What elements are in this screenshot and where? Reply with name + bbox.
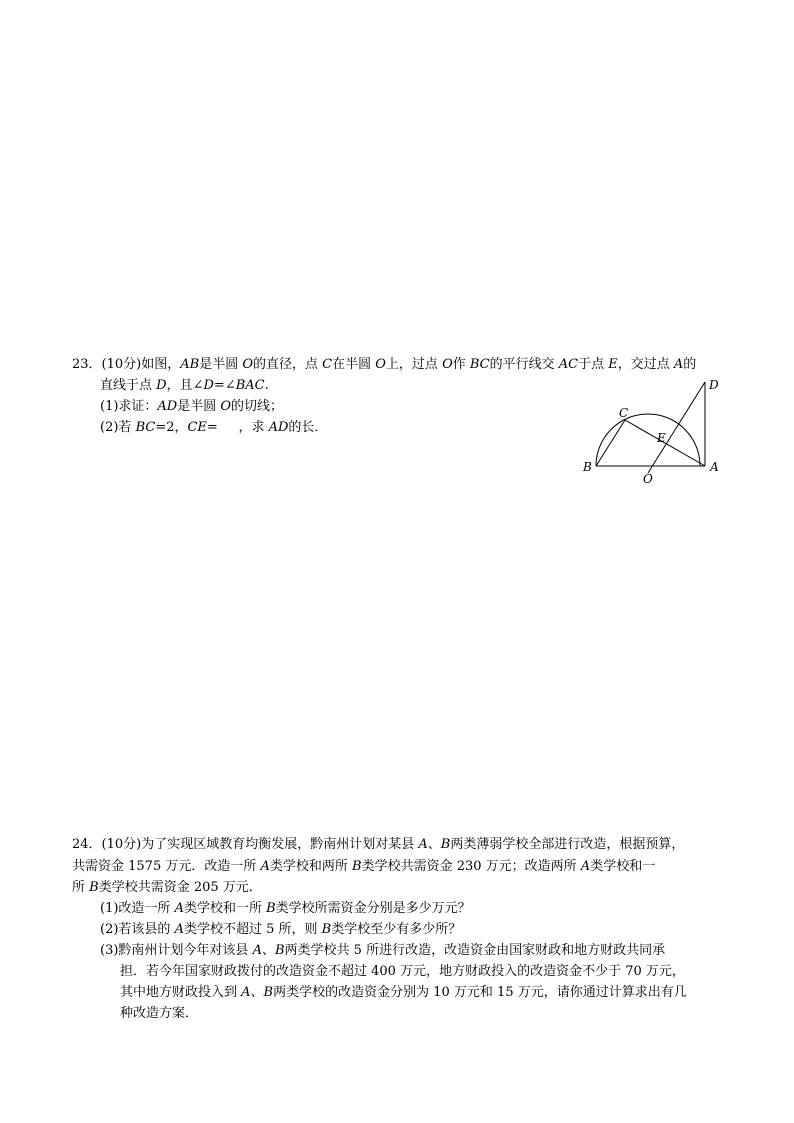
text: 直线于点 xyxy=(100,378,157,393)
var: O xyxy=(375,357,386,372)
text: =∠ xyxy=(213,378,236,393)
var: D xyxy=(203,378,214,393)
text: 作 xyxy=(452,357,470,372)
label-E: E xyxy=(657,431,666,445)
text: 是半圆 xyxy=(199,357,243,372)
q24-part-2 xyxy=(100,921,461,939)
text: ，交过点 xyxy=(617,357,674,372)
label-D: D xyxy=(709,378,719,392)
q23-line-2 xyxy=(100,377,269,395)
q24-line-2 xyxy=(72,858,655,876)
var: AD xyxy=(157,399,178,414)
text: 类学校和一所 xyxy=(183,901,267,916)
text: 类学校不超过 5 所，则 xyxy=(183,922,322,937)
text: (1)改造一所 xyxy=(100,901,175,916)
text: 、 xyxy=(250,985,264,1000)
var: B xyxy=(274,943,285,958)
q23-geometry-figure xyxy=(570,370,730,490)
q24-part-3-line-3 xyxy=(120,984,687,1002)
var: B xyxy=(440,837,451,852)
var: O xyxy=(242,357,254,372)
var: B xyxy=(263,985,274,1000)
q24-number: 24． xyxy=(72,837,102,852)
q23-part-2 xyxy=(100,419,327,437)
text: 、 xyxy=(261,943,275,958)
q24-part-3-line-2 xyxy=(120,963,685,981)
text: 为了实现区域教育均衡发展，黔南州计划对某县 xyxy=(141,837,419,852)
text: (2)若 xyxy=(100,420,136,435)
text: 担．若今年国家财政拨付的改造资金不超过 400 万元，地方财政投入的改造资金不少于 70 万元， xyxy=(120,964,685,979)
text: (3)黔南州计划今年对该县 xyxy=(100,943,253,958)
text: 类学校至少有多少所？ xyxy=(331,922,462,937)
text: 在半圆 xyxy=(332,357,376,372)
text: 其中地方财政投入到 xyxy=(120,985,242,1000)
var: BC xyxy=(469,357,490,372)
var: A xyxy=(418,837,428,852)
q24-points: (10分) xyxy=(101,837,142,852)
var: BAC xyxy=(235,378,265,393)
var: E xyxy=(608,357,618,372)
semicircle-arc xyxy=(596,414,700,466)
text: 的切线； xyxy=(231,399,284,414)
text: 类学校和一 xyxy=(590,859,656,874)
var: A xyxy=(673,357,684,372)
text: 两类学校的改造资金分别为 10 万元和 15 万元，请你通过计算求出有几 xyxy=(273,985,687,1000)
text: (2)若该县的 xyxy=(100,922,175,937)
q24-line-1 xyxy=(72,836,684,854)
text: 共需资金 1575 万元．改造一所 xyxy=(72,859,261,874)
var: BC xyxy=(135,420,156,435)
text: 于点 xyxy=(578,357,609,372)
q23-points: (10分) xyxy=(101,357,142,372)
text: =2， xyxy=(155,420,188,435)
q24-part-3-line-1 xyxy=(100,942,665,960)
var: A xyxy=(174,901,184,916)
text: = ，求 xyxy=(206,420,269,435)
var: D xyxy=(156,378,167,393)
segment-OD xyxy=(648,382,705,473)
q24-part-1 xyxy=(100,900,471,918)
q24-line-3 xyxy=(72,879,262,897)
text: 的长． xyxy=(288,420,328,435)
var: B xyxy=(321,922,332,937)
text: 所 xyxy=(72,880,90,895)
text: ，且∠ xyxy=(166,378,204,393)
text: 类学校所需资金分别是多少万元？ xyxy=(275,901,471,916)
var: O xyxy=(220,399,232,414)
var: AC xyxy=(558,357,579,372)
text: 的直径，点 xyxy=(253,357,323,372)
text: (1)求证： xyxy=(100,399,158,414)
label-O: O xyxy=(643,472,653,486)
text: 类学校共需资金 230 万元；改造两所 xyxy=(361,859,581,874)
q23-part-1 xyxy=(100,398,283,416)
var: A xyxy=(580,859,591,874)
var: A xyxy=(241,985,251,1000)
q24-part-3-line-4 xyxy=(120,1005,198,1023)
text: 如图， xyxy=(141,357,181,372)
text: 的 xyxy=(683,357,697,372)
text: 的平行线交 xyxy=(489,357,559,372)
text: 是半圆 xyxy=(177,399,221,414)
var: A xyxy=(252,943,262,958)
var: B xyxy=(89,880,99,895)
q23-number: 23． xyxy=(72,357,102,372)
text: 类学校共需资金 205 万元． xyxy=(98,880,262,895)
var: B xyxy=(266,901,276,916)
var: C xyxy=(322,357,333,372)
text: 两类薄弱学校全部进行改造，根据预算， xyxy=(450,837,685,852)
text: 上，过点 xyxy=(385,357,443,372)
var: A xyxy=(174,922,184,937)
text: 两类学校共 5 所进行改造，改造资金由国家财政和地方财政共同承 xyxy=(284,943,666,958)
var: O xyxy=(442,357,453,372)
segment-BC xyxy=(596,420,625,466)
var: AB xyxy=(180,357,200,372)
label-C: C xyxy=(619,406,629,420)
text: 、 xyxy=(427,837,441,852)
var: CE xyxy=(187,420,207,435)
var: B xyxy=(352,859,362,874)
label-A: A xyxy=(710,460,719,474)
text: 类学校和两所 xyxy=(269,859,353,874)
text: 种改造方案． xyxy=(120,1006,199,1021)
label-B: B xyxy=(583,460,592,474)
var: AD xyxy=(268,420,289,435)
var: A xyxy=(260,859,270,874)
text: . xyxy=(264,378,269,393)
